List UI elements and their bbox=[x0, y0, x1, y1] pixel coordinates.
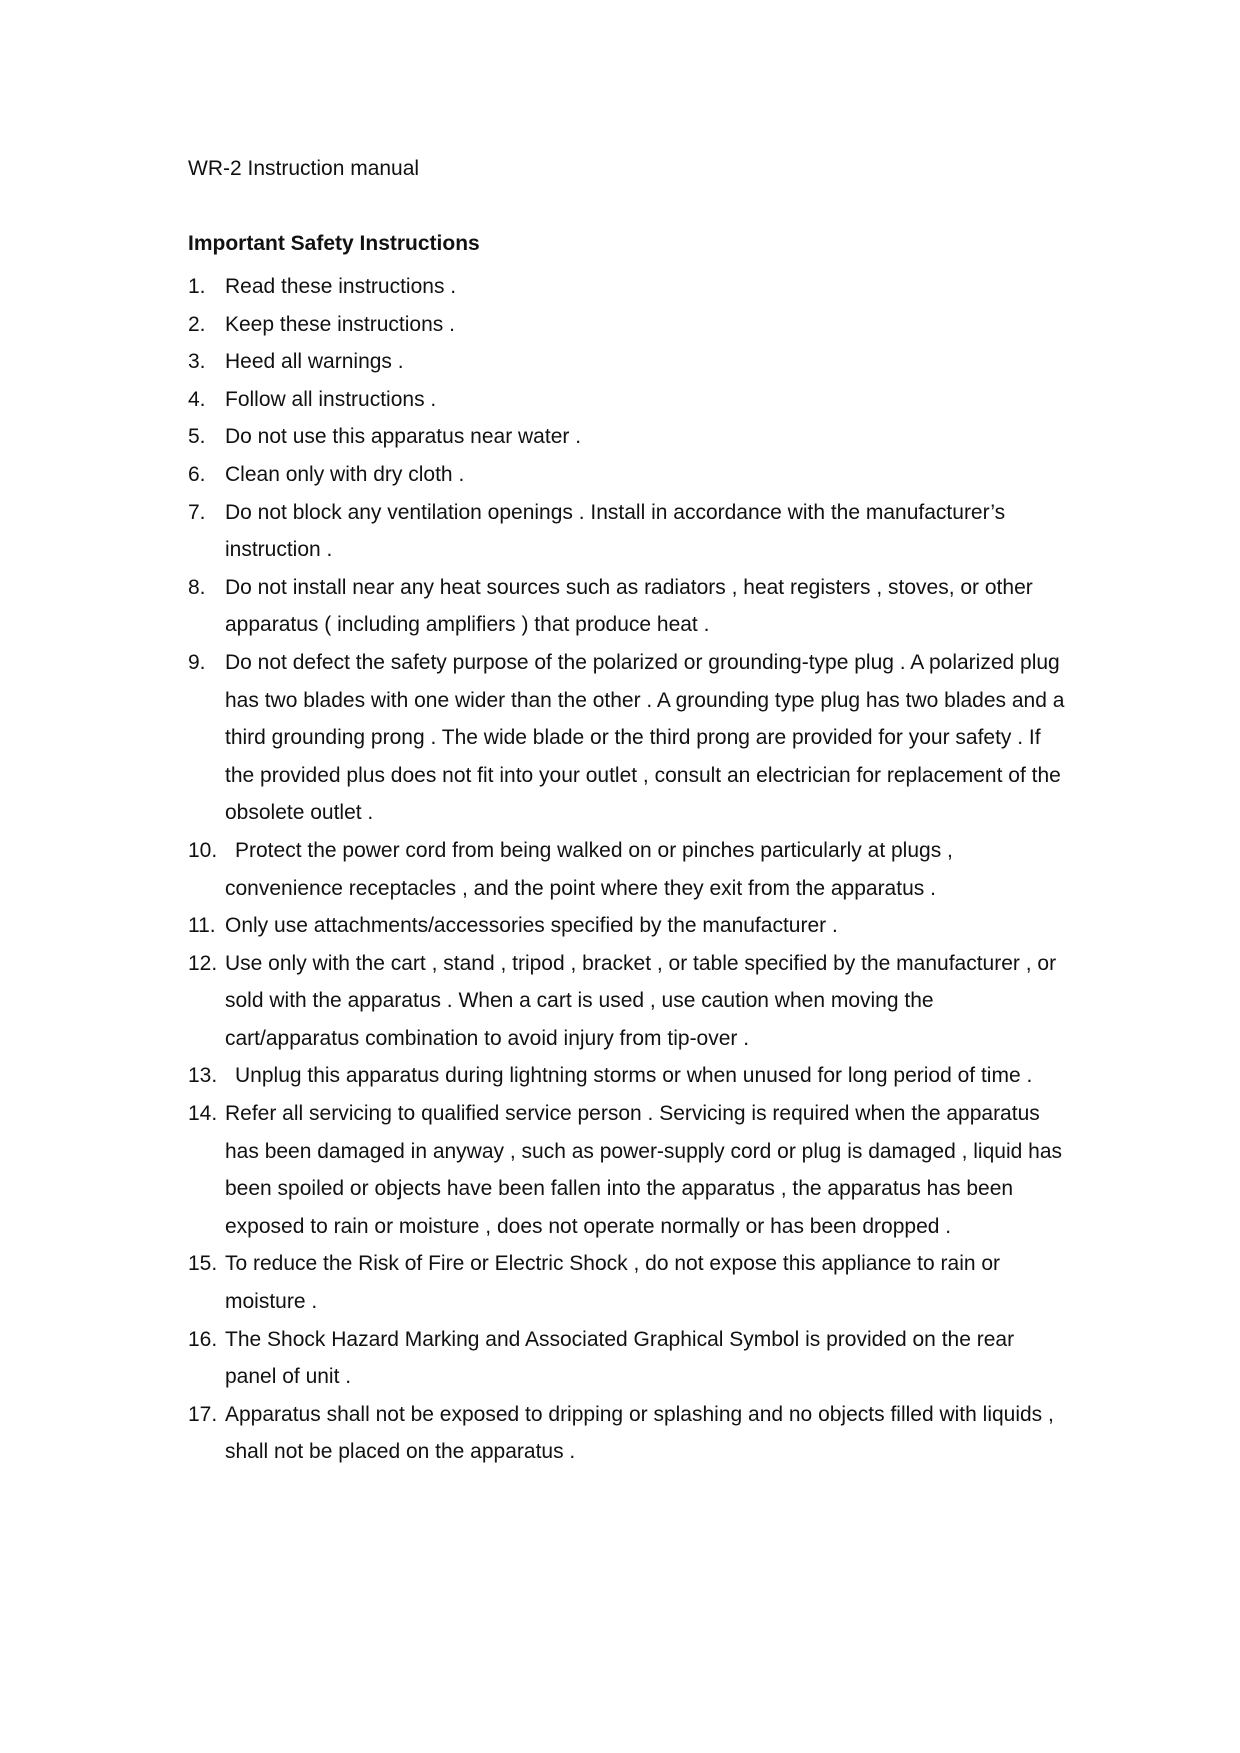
item-text: Protect the power cord from being walked on or pinches particularly at plugs , convenience receptacles , and the point where they exit from the apparatus . bbox=[225, 838, 953, 900]
list-item bbox=[188, 832, 1068, 907]
item-text: Do not install near any heat sources such as radiators , heat registers , stoves, or other apparatus ( including amplifiers ) that produce heat . bbox=[225, 575, 1033, 637]
item-number: 5. bbox=[188, 425, 206, 449]
list-item bbox=[188, 343, 1068, 381]
item-number: 10. bbox=[188, 838, 218, 862]
item-text: Unplug this apparatus during lightning storms or when unused for long period of time . bbox=[235, 1064, 1033, 1088]
item-number: 1. bbox=[188, 275, 206, 298]
document-title: WR-2 Instruction manual bbox=[188, 157, 420, 180]
item-text: Heed all warnings . bbox=[225, 350, 404, 374]
item-text: Clean only with dry cloth . bbox=[225, 462, 465, 486]
section-heading: Important Safety Instructions bbox=[188, 232, 480, 255]
item-number: 3. bbox=[188, 350, 206, 374]
item-number: 13. bbox=[188, 1064, 218, 1088]
item-number: 8. bbox=[188, 575, 206, 599]
list-item bbox=[188, 1396, 1068, 1471]
item-text: Only use attachments/accessories specified by the manufacturer . bbox=[225, 914, 838, 938]
list-item bbox=[188, 1095, 1068, 1245]
item-text: Use only with the cart , stand , tripod , bracket , or table specified by the manufacturer , or sold with the apparatus . When a cart is used , use caution when moving the cart/apparatus combination to avoid injury from tip-over . bbox=[225, 951, 1057, 1050]
list-item bbox=[188, 418, 1068, 456]
list-item bbox=[188, 1057, 1068, 1095]
item-text: To reduce the Risk of Fire or Electric Shock , do not expose this appliance to rain or moisture . bbox=[225, 1252, 1001, 1314]
item-number: 16. bbox=[188, 1327, 218, 1351]
item-number: 15. bbox=[188, 1252, 218, 1276]
item-number: 2. bbox=[188, 312, 206, 336]
item-text: Read these instructions . bbox=[225, 275, 457, 298]
item-number: 12. bbox=[188, 951, 218, 975]
item-number: 7. bbox=[188, 500, 206, 524]
item-text: Refer all servicing to qualified service person . Servicing is required when the apparatus has been damaged in anyway , such as power-supply cord or plug is damaged , liquid has been spoiled or objects have been fallen into the apparatus , the apparatus has been exposed to rain or moisture , does not operate normally or has been dropped . bbox=[225, 1102, 1062, 1238]
item-text: The Shock Hazard Marking and Associated Graphical Symbol is provided on the rear panel of unit . bbox=[225, 1327, 1015, 1389]
item-text: Apparatus shall not be exposed to dripping or splashing and no objects filled with liquids , shall not be placed on the apparatus . bbox=[225, 1402, 1054, 1464]
list-item bbox=[188, 644, 1068, 832]
safety-instructions-list bbox=[188, 268, 1068, 1471]
item-number: 6. bbox=[188, 462, 206, 486]
list-item bbox=[188, 907, 1068, 945]
list-item bbox=[188, 494, 1068, 569]
item-number: 14. bbox=[188, 1102, 218, 1126]
item-number: 11. bbox=[188, 914, 216, 938]
list-item bbox=[188, 268, 1068, 306]
item-number: 9. bbox=[188, 650, 206, 674]
item-text: Do not block any ventilation openings . Install in accordance with the manufacturer’s instruction . bbox=[225, 500, 1006, 562]
item-text: Do not defect the safety purpose of the polarized or grounding-type plug . A polarized plug has two blades with one wider than the other . A grounding type plug has two blades and a third grounding prong . The wide blade or the third prong are provided for your safety . If the provided plus does not fit into your outlet , consult an electrician for replacement of the obsolete outlet . bbox=[225, 650, 1065, 825]
list-item bbox=[188, 945, 1068, 1058]
item-text: Follow all instructions . bbox=[225, 387, 437, 411]
item-text: Keep these instructions . bbox=[225, 312, 455, 336]
list-item bbox=[188, 456, 1068, 494]
list-item bbox=[188, 381, 1068, 419]
item-number: 4. bbox=[188, 387, 206, 411]
list-item bbox=[188, 569, 1068, 644]
list-item bbox=[188, 1321, 1068, 1396]
item-text: Do not use this apparatus near water . bbox=[225, 425, 582, 449]
list-item bbox=[188, 306, 1068, 344]
item-number: 17. bbox=[188, 1402, 218, 1426]
list-item bbox=[188, 1245, 1068, 1320]
